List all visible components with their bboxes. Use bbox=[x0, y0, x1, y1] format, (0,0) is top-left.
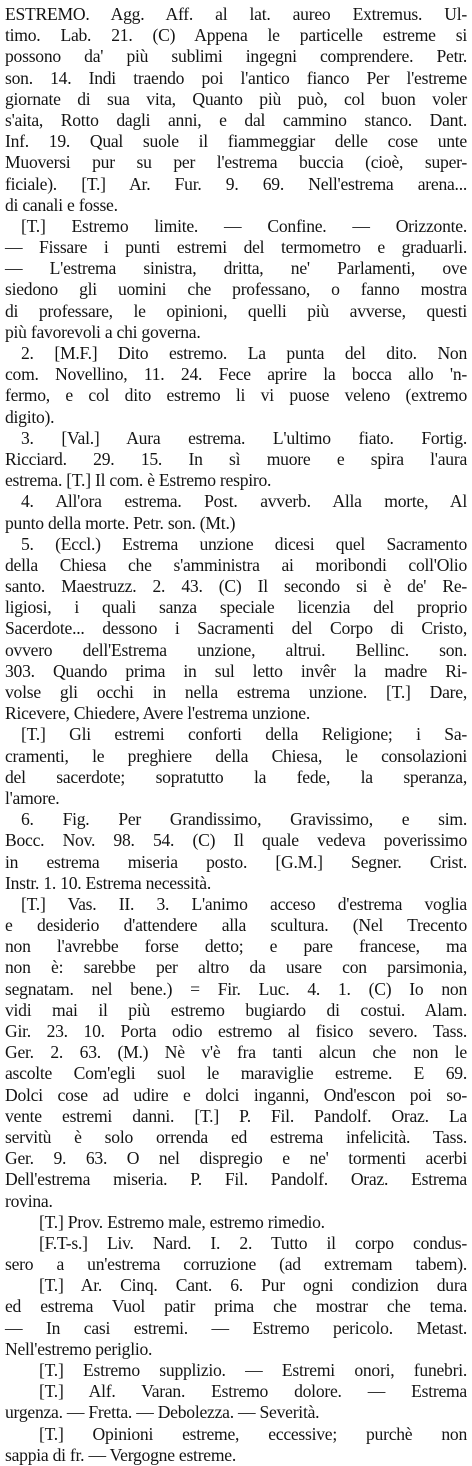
text-line: Muoversi pur su per l'estrema buccia (cioè, super- bbox=[5, 152, 467, 173]
text-line: Dolci cose ad udire e dolci inganni, Ond'escon poi so- bbox=[5, 1084, 467, 1105]
text-line: [F.T-s.] Liv. Nard. I. 2. Tutto il corpo condus- bbox=[39, 1232, 467, 1253]
text-line: possono da' più sublimi ingegni comprendere. Petr. bbox=[5, 46, 467, 67]
text-line: sappia di fr. — Vergogne estreme. bbox=[5, 1444, 236, 1465]
text-line: timo. Lab. 21. (C) Appena le particelle estreme si bbox=[5, 25, 467, 46]
text-line: 3. [Val.] Aura estrema. L'ultimo fiato. Fortig. bbox=[21, 427, 467, 448]
text-line: 5. (Eccl.) Estrema unzione dicesi quel Sacramento bbox=[21, 533, 467, 554]
text-line: cramenti, le preghiere della Chiesa, le consolazioni bbox=[5, 745, 467, 766]
text-line: sero a un'estrema corruzione (ad extremam tabem). bbox=[5, 1254, 467, 1275]
text-line: 6. Fig. Per Grandissimo, Gravissimo, e sim. bbox=[21, 809, 467, 830]
text-line: urgenza. — Fretta. — Debolezza. — Severità. bbox=[5, 1402, 320, 1423]
text-line: del sacerdote; sopratutto la fede, la speranza, bbox=[5, 766, 467, 787]
text-line: Inf. 19. Qual suole il fiammeggiar delle cose unte bbox=[5, 131, 467, 152]
text-line: [T.] Ar. Cinq. Cant. 6. Pur ogni condizion dura bbox=[39, 1275, 467, 1296]
text-line: Sacerdote... dessono i Sacramenti del Corpo di Cristo, bbox=[5, 618, 467, 639]
text-line: ovvero dell'Estrema unzione, altrui. Bellinc. son. bbox=[5, 639, 467, 660]
text-line: punto della morte. Petr. son. (Mt.) bbox=[5, 512, 236, 533]
text-line: Ricciard. 29. 15. In sì muore e spira l'aura bbox=[5, 448, 467, 469]
text-line: Ger. 9. 63. O nel dispregio e ne' tormenti acerbi bbox=[5, 1148, 467, 1169]
text-line: — L'estrema sinistra, dritta, ne' Parlamenti, ove bbox=[5, 258, 467, 279]
text-line: santo. Maestruzz. 2. 43. (C) Il secondo si è de' Re- bbox=[5, 576, 467, 597]
text-line: — In casi estremi. — Estremo pericolo. Metast. bbox=[5, 1317, 467, 1338]
text-line: e desiderio d'attendere alla scultura. (Nel Trecento bbox=[5, 915, 467, 936]
text-line: della Chiesa che s'amministra ai moribondi coll'Olio bbox=[5, 554, 467, 575]
text-line: siedono gli uomini che professano, o fanno mostra bbox=[5, 279, 467, 300]
text-line: ligiosi, i quali sanza speciale licenzia del proprio bbox=[5, 597, 467, 618]
text-line: digito). bbox=[5, 406, 55, 427]
text-line: [T.] Estremo limite. — Confine. — Orizzonte. bbox=[21, 215, 467, 236]
text-line: estrema. [T.] Il com. è Estremo respiro. bbox=[5, 470, 272, 491]
text-line: Dell'estrema miseria. P. Fil. Pandolf. Oraz. Estrema bbox=[5, 1169, 467, 1190]
text-line: 2. [M.F.] Dito estremo. La punta del dito. Non bbox=[21, 343, 467, 363]
text-line: ed estrema Vuol patir prima che mostrar che tema. bbox=[5, 1296, 467, 1317]
text-line: ascolte Com'egli suol le maraviglie estreme. E 69. bbox=[5, 1063, 467, 1084]
text-line: volse gli occhi in nella estrema unzione. [T.] Dare, bbox=[5, 682, 467, 702]
text-line: in estrema miseria posto. [G.M.] Segner. Crist. bbox=[5, 851, 467, 872]
text-line: Ger. 2. 63. (M.) Nè v'è fra tanti alcun che non le bbox=[5, 1042, 467, 1063]
dictionary-entry bbox=[5, 4, 467, 1466]
text-line: [T.] Prov. Estremo male, estremo rimedio. bbox=[39, 1211, 325, 1232]
text-line: Nell'estremo periglio. bbox=[5, 1338, 153, 1359]
text-line: 303. Quando prima in sul letto invêr la madre Ri- bbox=[5, 660, 467, 681]
text-line: Gir. 23. 10. Porta odio estremo al fisico severo. Tass. bbox=[5, 1021, 467, 1041]
text-line: l'amore. bbox=[5, 787, 60, 808]
text-line: 4. All'ora estrema. Post. avverb. Alla morte, Al bbox=[21, 491, 467, 512]
text-line: ESTREMO. Agg. Aff. al lat. aureo Extremus. Ul- bbox=[5, 4, 467, 24]
text-line: ficiale). [T.] Ar. Fur. 9. 69. Nell'estrema arena... bbox=[5, 173, 467, 194]
text-line: [T.] Alf. Varan. Estremo dolore. — Estrema bbox=[39, 1381, 467, 1402]
text-line: com. Novellino, 11. 24. Fece aprire la bocca allo 'n- bbox=[5, 364, 467, 385]
text-line: s'aita, Rotto dagli anni, e dal cammino stanco. Dant. bbox=[5, 109, 467, 130]
text-line: giornate di sua vita, Quanto più può, col buon voler bbox=[5, 88, 467, 109]
text-line: segnatam. nel bene.) = Fir. Luc. 4. 1. (C) Io non bbox=[5, 978, 467, 999]
text-line: non l'avrebbe forse detto; e pare francese, ma bbox=[5, 936, 467, 957]
text-line: vente estremi danni. [T.] P. Fil. Pandolf. Oraz. La bbox=[5, 1105, 467, 1126]
text-line: servitù è solo orrenda ed estrema infelicità. Tass. bbox=[5, 1126, 467, 1147]
text-line: più favorevoli a chi governa. bbox=[5, 321, 201, 342]
text-line: Bocc. Nov. 98. 54. (C) Il quale vedeva poverissimo bbox=[5, 830, 467, 851]
text-line: di canali e fosse. bbox=[5, 194, 118, 215]
text-line: vidi mai il più estremo bugiardo di costui. Alam. bbox=[5, 999, 467, 1020]
text-line: di professare, le opinioni, quelli più avverse, questi bbox=[5, 300, 467, 321]
text-line: [T.] Gli estremi conforti della Religione; i Sa- bbox=[21, 724, 467, 745]
text-line: [T.] Estremo supplizio. — Estremi onori, funebri. bbox=[39, 1360, 467, 1380]
text-line: Ricevere, Chiedere, Avere l'estrema unzione. bbox=[5, 703, 310, 724]
text-line: [T.] Opinioni estreme, eccessive; purchè non bbox=[39, 1423, 467, 1444]
text-line: rovina. bbox=[5, 1190, 53, 1211]
text-line: [T.] Vas. II. 3. L'animo acceso d'estrema voglia bbox=[21, 893, 467, 914]
text-line: non è: sarebbe per altro da usare con parsimonia, bbox=[5, 957, 467, 978]
text-line: son. 14. Indi traendo poi l'antico fianco Per l'estreme bbox=[5, 67, 467, 88]
text-line: — Fissare i punti estremi del termometro e graduarli. bbox=[5, 237, 467, 258]
text-line: Instr. 1. 10. Estrema necessità. bbox=[5, 872, 212, 893]
text-line: fermo, e col dito estremo li vi puose veleno (extremo bbox=[5, 385, 467, 406]
